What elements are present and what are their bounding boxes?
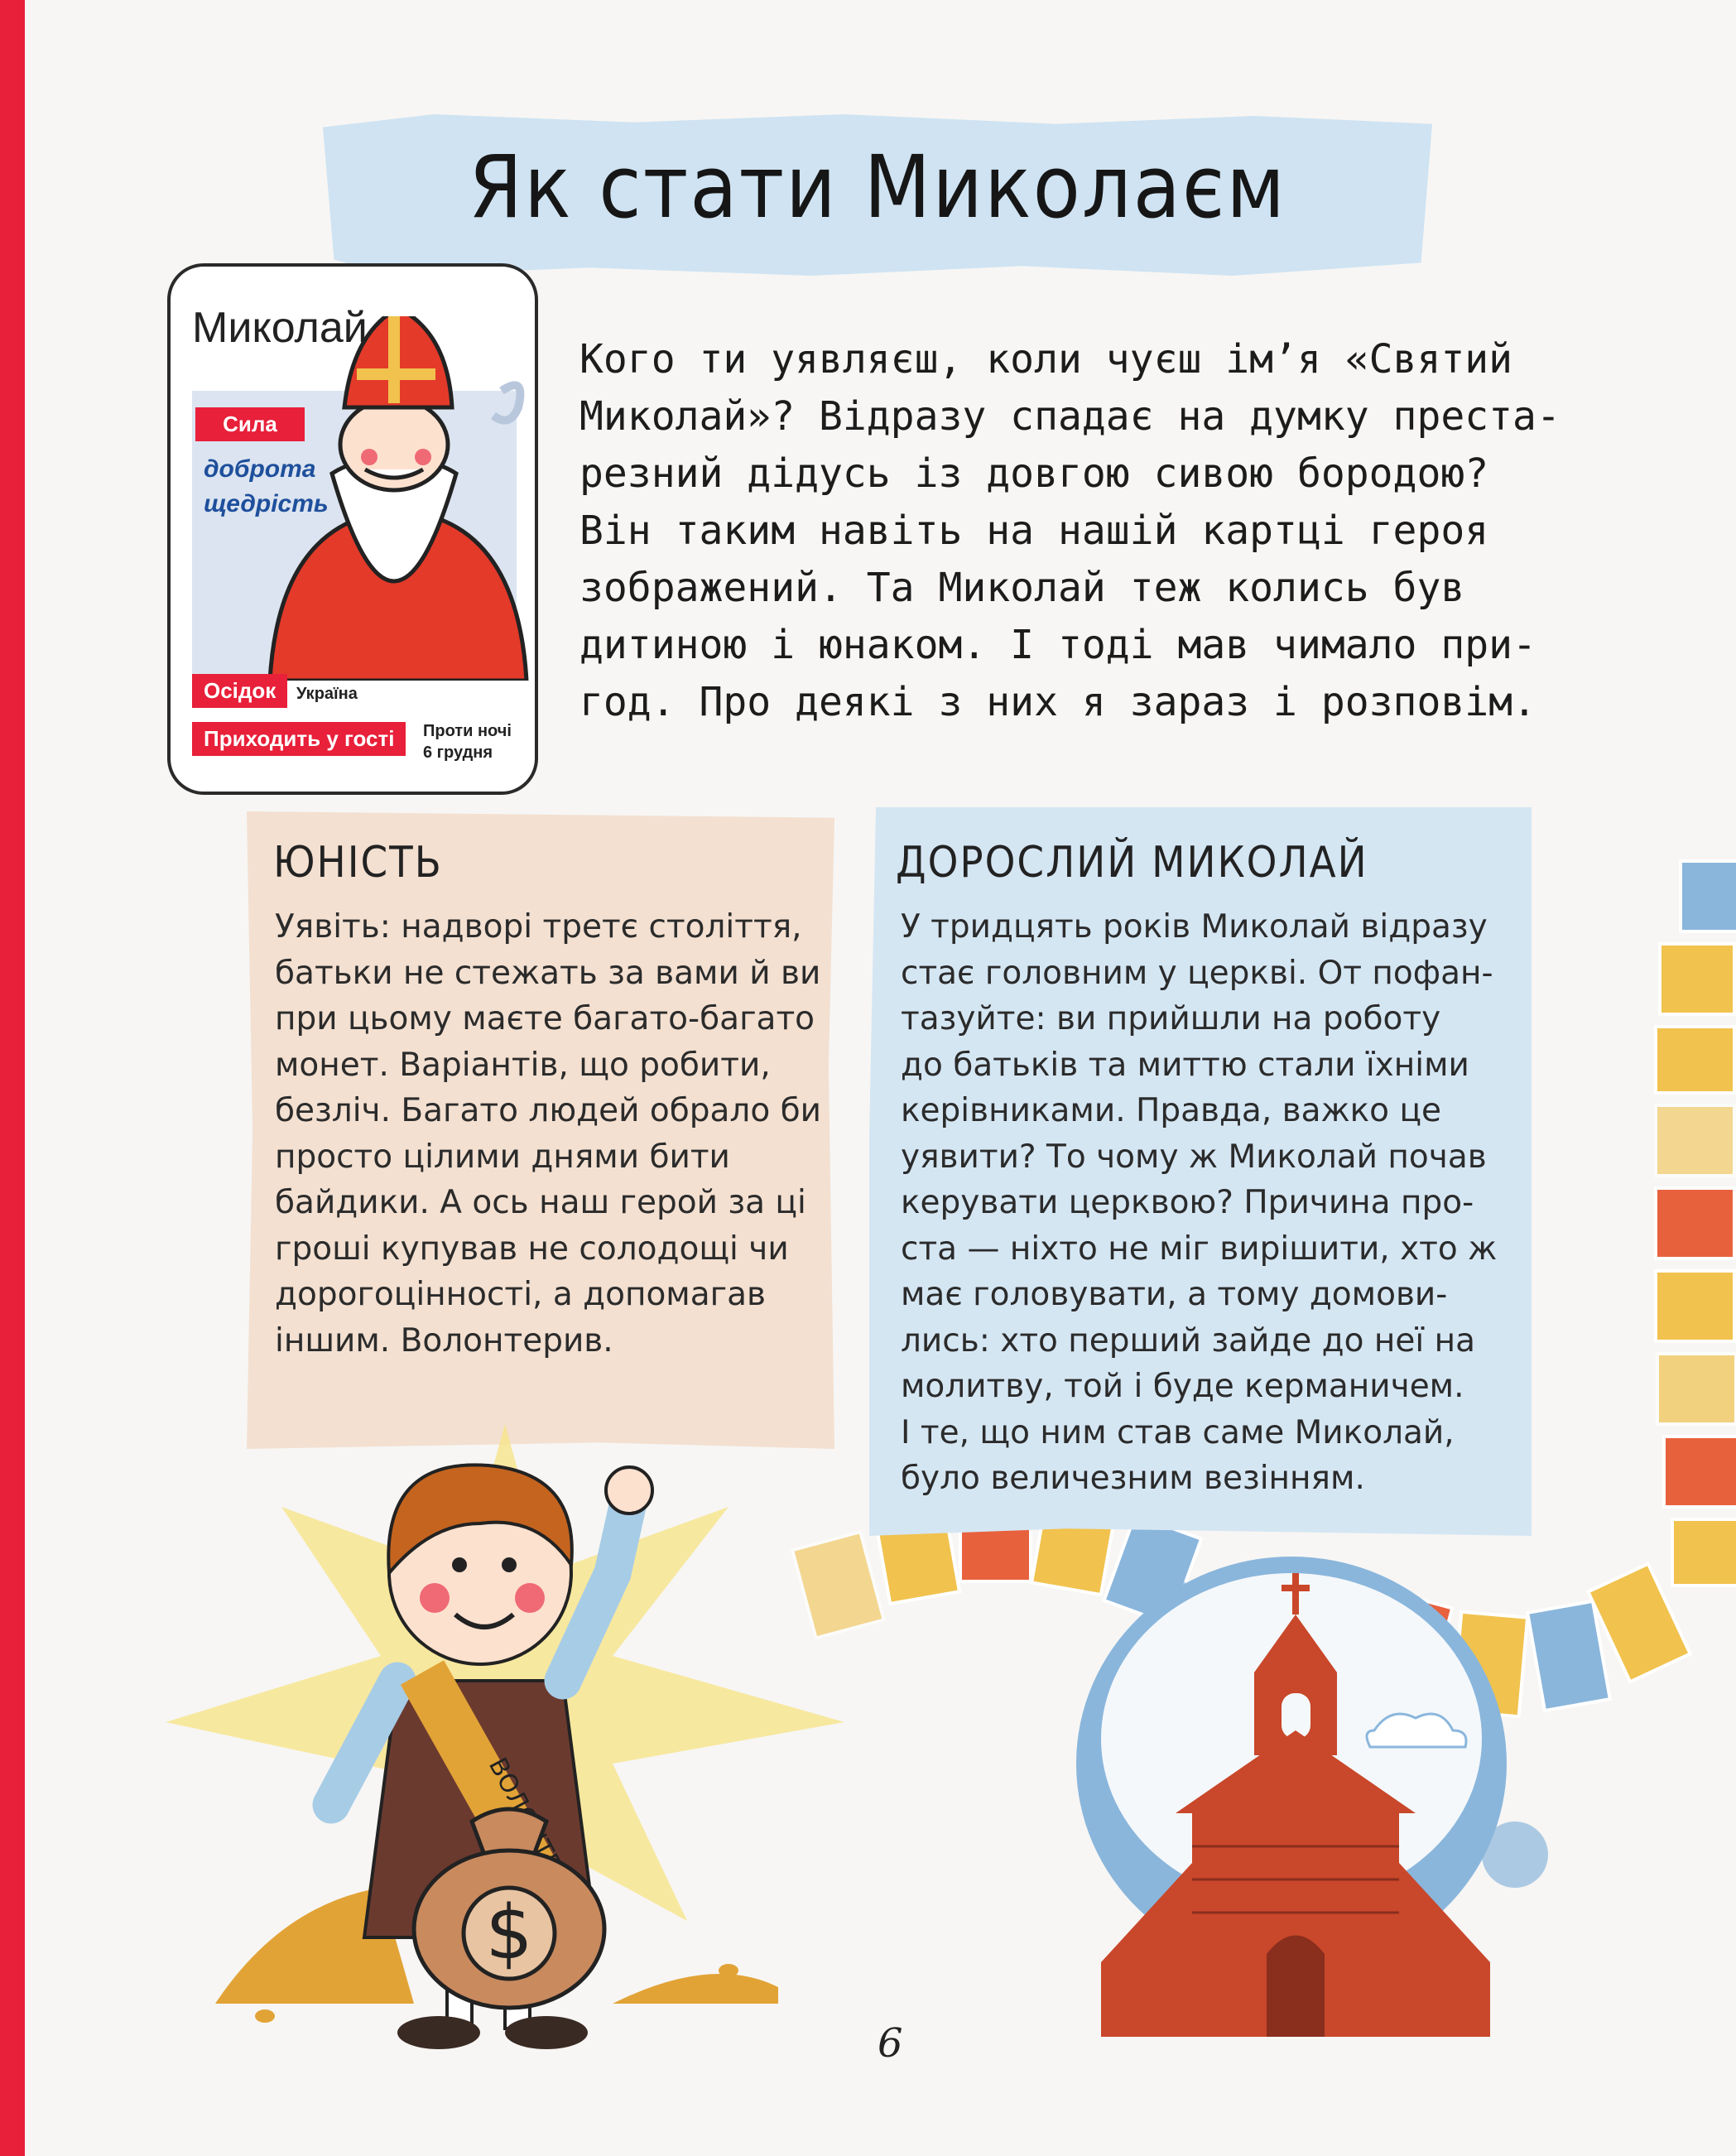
hero-card [167,263,538,795]
adult-line: ста — ніхто не міг вирішити, хто ж [901,1230,1498,1268]
intro-line: резний дідусь із довгою сивою бородою? [579,450,1489,497]
adult-line: У тридцять років Миколай відразу [901,908,1488,946]
intro-line: Він таким навіть на нашій картці героя [579,508,1489,554]
adult-line: уявити? То чому ж Миколай почав [901,1138,1487,1176]
page-title: Як стати Миколаєм [469,137,1286,238]
residence-tag: Осідок [192,674,287,708]
adult-line: І те, що ним став саме Миколай, [901,1413,1455,1451]
book-red-edge [0,0,25,2156]
youth-line: монет. Варіантів, що робити, [275,1046,771,1084]
youth-line: безліч. Багато людей обрало би [275,1092,822,1129]
adult-line: тазуйте: ви прийшли на роботу [901,1000,1441,1037]
visit-value-line1: Проти ночі [423,722,512,740]
adult-text [901,904,1497,1502]
trait-kindness: доброта [204,455,316,483]
intro-line: Кого ти уявляєш, коли чуєш ім’я «Святий [579,336,1513,383]
adult-line: лись: хто перший зайде до неї на [901,1321,1476,1360]
adult-line: молитву, той і буде керманичем. [901,1368,1464,1405]
page-number: 6 [878,2020,903,2067]
intro-paragraph [579,331,1560,731]
visit-tag: Приходить у гості [192,722,406,756]
adult-line: керівниками. Правда, важко це [901,1092,1441,1129]
youth-heading: ЮНІСТЬ [273,838,443,888]
adult-line: стає головним у церкві. От пофан- [901,954,1493,992]
youth-line: Уявіть: надворі третє століття, [275,908,802,946]
adult-line: було величезним везінням. [901,1460,1365,1497]
visit-value-line2: 6 грудня [423,744,493,762]
intro-line: зображений. Та Миколай теж колись був [579,565,1465,611]
youth-line: байдики. А ось наш герой за ці [275,1184,806,1221]
power-tag: Сила [195,407,305,441]
youth-line: просто цілими днями бити [275,1138,730,1176]
residence-value: Україна [296,685,358,703]
youth-line: дорогоцінності, а допомагав [275,1276,766,1313]
youth-line: при цьому маєте багато-багато [275,1000,815,1037]
adult-line: до батьків та миттю стали їхніми [901,1046,1469,1084]
trait-generosity: щедрість [204,490,329,517]
intro-line: Миколай»? Відразу спадає на думку преста- [579,393,1560,440]
adult-line: керувати церквою? Причина про- [901,1184,1474,1221]
youth-line: гроші купував не солодощі чи [275,1230,789,1268]
church-illustration [1068,1548,1532,2045]
adult-line: має головувати, а тому домови- [901,1276,1448,1313]
adult-heading: ДОРОСЛИЙ МИКОЛАЙ [896,838,1368,888]
hero-card-name: Миколай [192,304,368,352]
youth-line: іншим. Волонтерив. [275,1321,613,1360]
money-bag-icon [406,1772,613,2012]
youth-line: батьки не стежать за вами й ви [275,954,821,992]
svg-text:$: $ [485,1889,533,1976]
youth-text [275,904,821,1364]
intro-line: дитиною і юнаком. І тоді мав чимало при- [579,622,1536,668]
intro-line: год. Про деякі з них я зараз і розповім. [579,679,1536,725]
